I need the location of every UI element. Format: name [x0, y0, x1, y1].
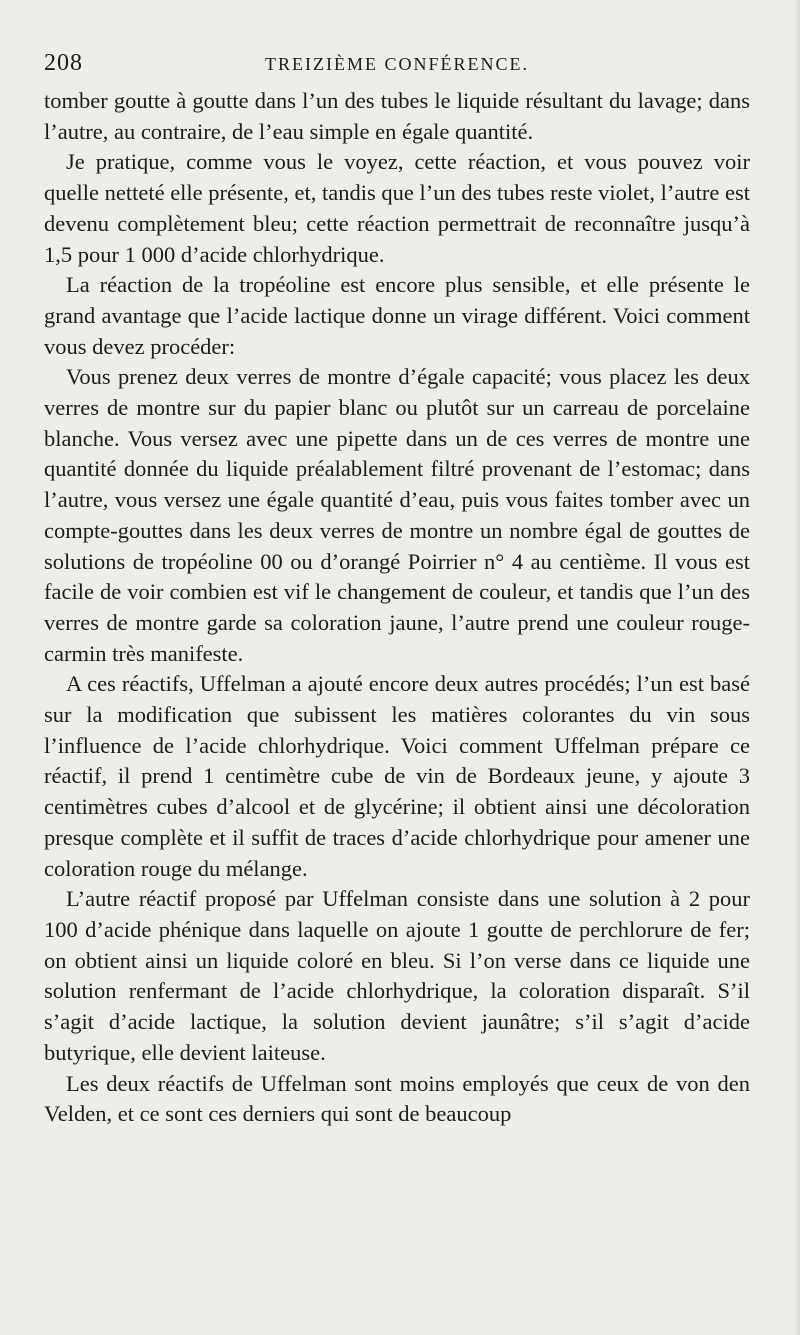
paragraph: Les deux réactifs de Uffelman sont moins employés que ceux de von den Velden, et ce sont ces derniers qui sont de beaucoup — [44, 1070, 750, 1127]
running-head — [44, 50, 750, 80]
paragraph: A ces réactifs, Uffelman a ajouté encore deux autres procédés; l’un est basé sur la modification que subissent les matières colorantes du vin sous l’influence de l’acide chlorhydrique. Voici comment Uffelman prépare ce réactif, il prend 1 centimètre cube de vin de Bordeaux jeune, y ajoute 3 centimètres cubes d’alcool et de glycérine; il obtient ainsi une décoloration presque complète et il suffit de traces d’acide chlorhydrique pour amener une coloration rouge du mélange. — [44, 671, 750, 881]
body-text — [44, 86, 750, 1130]
chapter-title: TREIZIÈME CONFÉRENCE. — [265, 54, 529, 74]
paragraph: Vous prenez deux verres de montre d’égale capacité; vous placez les deux verres de montre sur du papier blanc ou plutôt sur un carreau de porcelaine blanche. Vous versez avec une pipette dans un de ces verres de montre une quantité donnée du liquide préalablement filtré provenant de l’estomac; dans l’autre, vous versez une égale quantité d’eau, puis vous faites tomber avec un compte-gouttes dans les deux verres de montre un nombre égal de gouttes de solutions de tropéoline 00 ou d’orangé Poirrier n° 4 au centième. Il vous est facile de voir combien est vif le changement de couleur, et tandis que l’un des verres de montre garde sa coloration jaune, l’autre prend une couleur rouge-carmin très manifeste. — [44, 364, 750, 666]
page-edge-shadow — [794, 0, 800, 1335]
page-number: 208 — [44, 50, 83, 76]
paragraph: L’autre réactif proposé par Uffelman consiste dans une solution à 2 pour 100 d’acide phénique dans laquelle on ajoute 1 goutte de perchlorure de fer; on obtient ainsi un liquide coloré en bleu. Si l’on verse dans ce liquide une solution renfermant de l’acide chlorhydrique, la coloration disparaît. S’il s’agit d’acide lactique, la solution devient jaunâtre; s’il s’agit d’acide butyrique, elle devient laiteuse. — [44, 886, 750, 1065]
paragraph: La réaction de la tropéoline est encore plus sensible, et elle présente le grand avantage que l’acide lactique donne un virage différent. Voici comment vous devez procéder: — [44, 272, 750, 359]
paragraph: tomber goutte à goutte dans l’un des tubes le liquide résultant du lavage; dans l’autre, au contraire, de l’eau simple en égale quantité. — [44, 88, 750, 144]
paragraph: Je pratique, comme vous le voyez, cette réaction, et vous pouvez voir quelle netteté elle présente, et, tandis que l’un des tubes reste violet, l’autre est devenu complètement bleu; cette réaction permettrait de reconnaître jusqu’à 1,5 pour 1 000 d’acide chlorhydrique. — [44, 149, 750, 267]
